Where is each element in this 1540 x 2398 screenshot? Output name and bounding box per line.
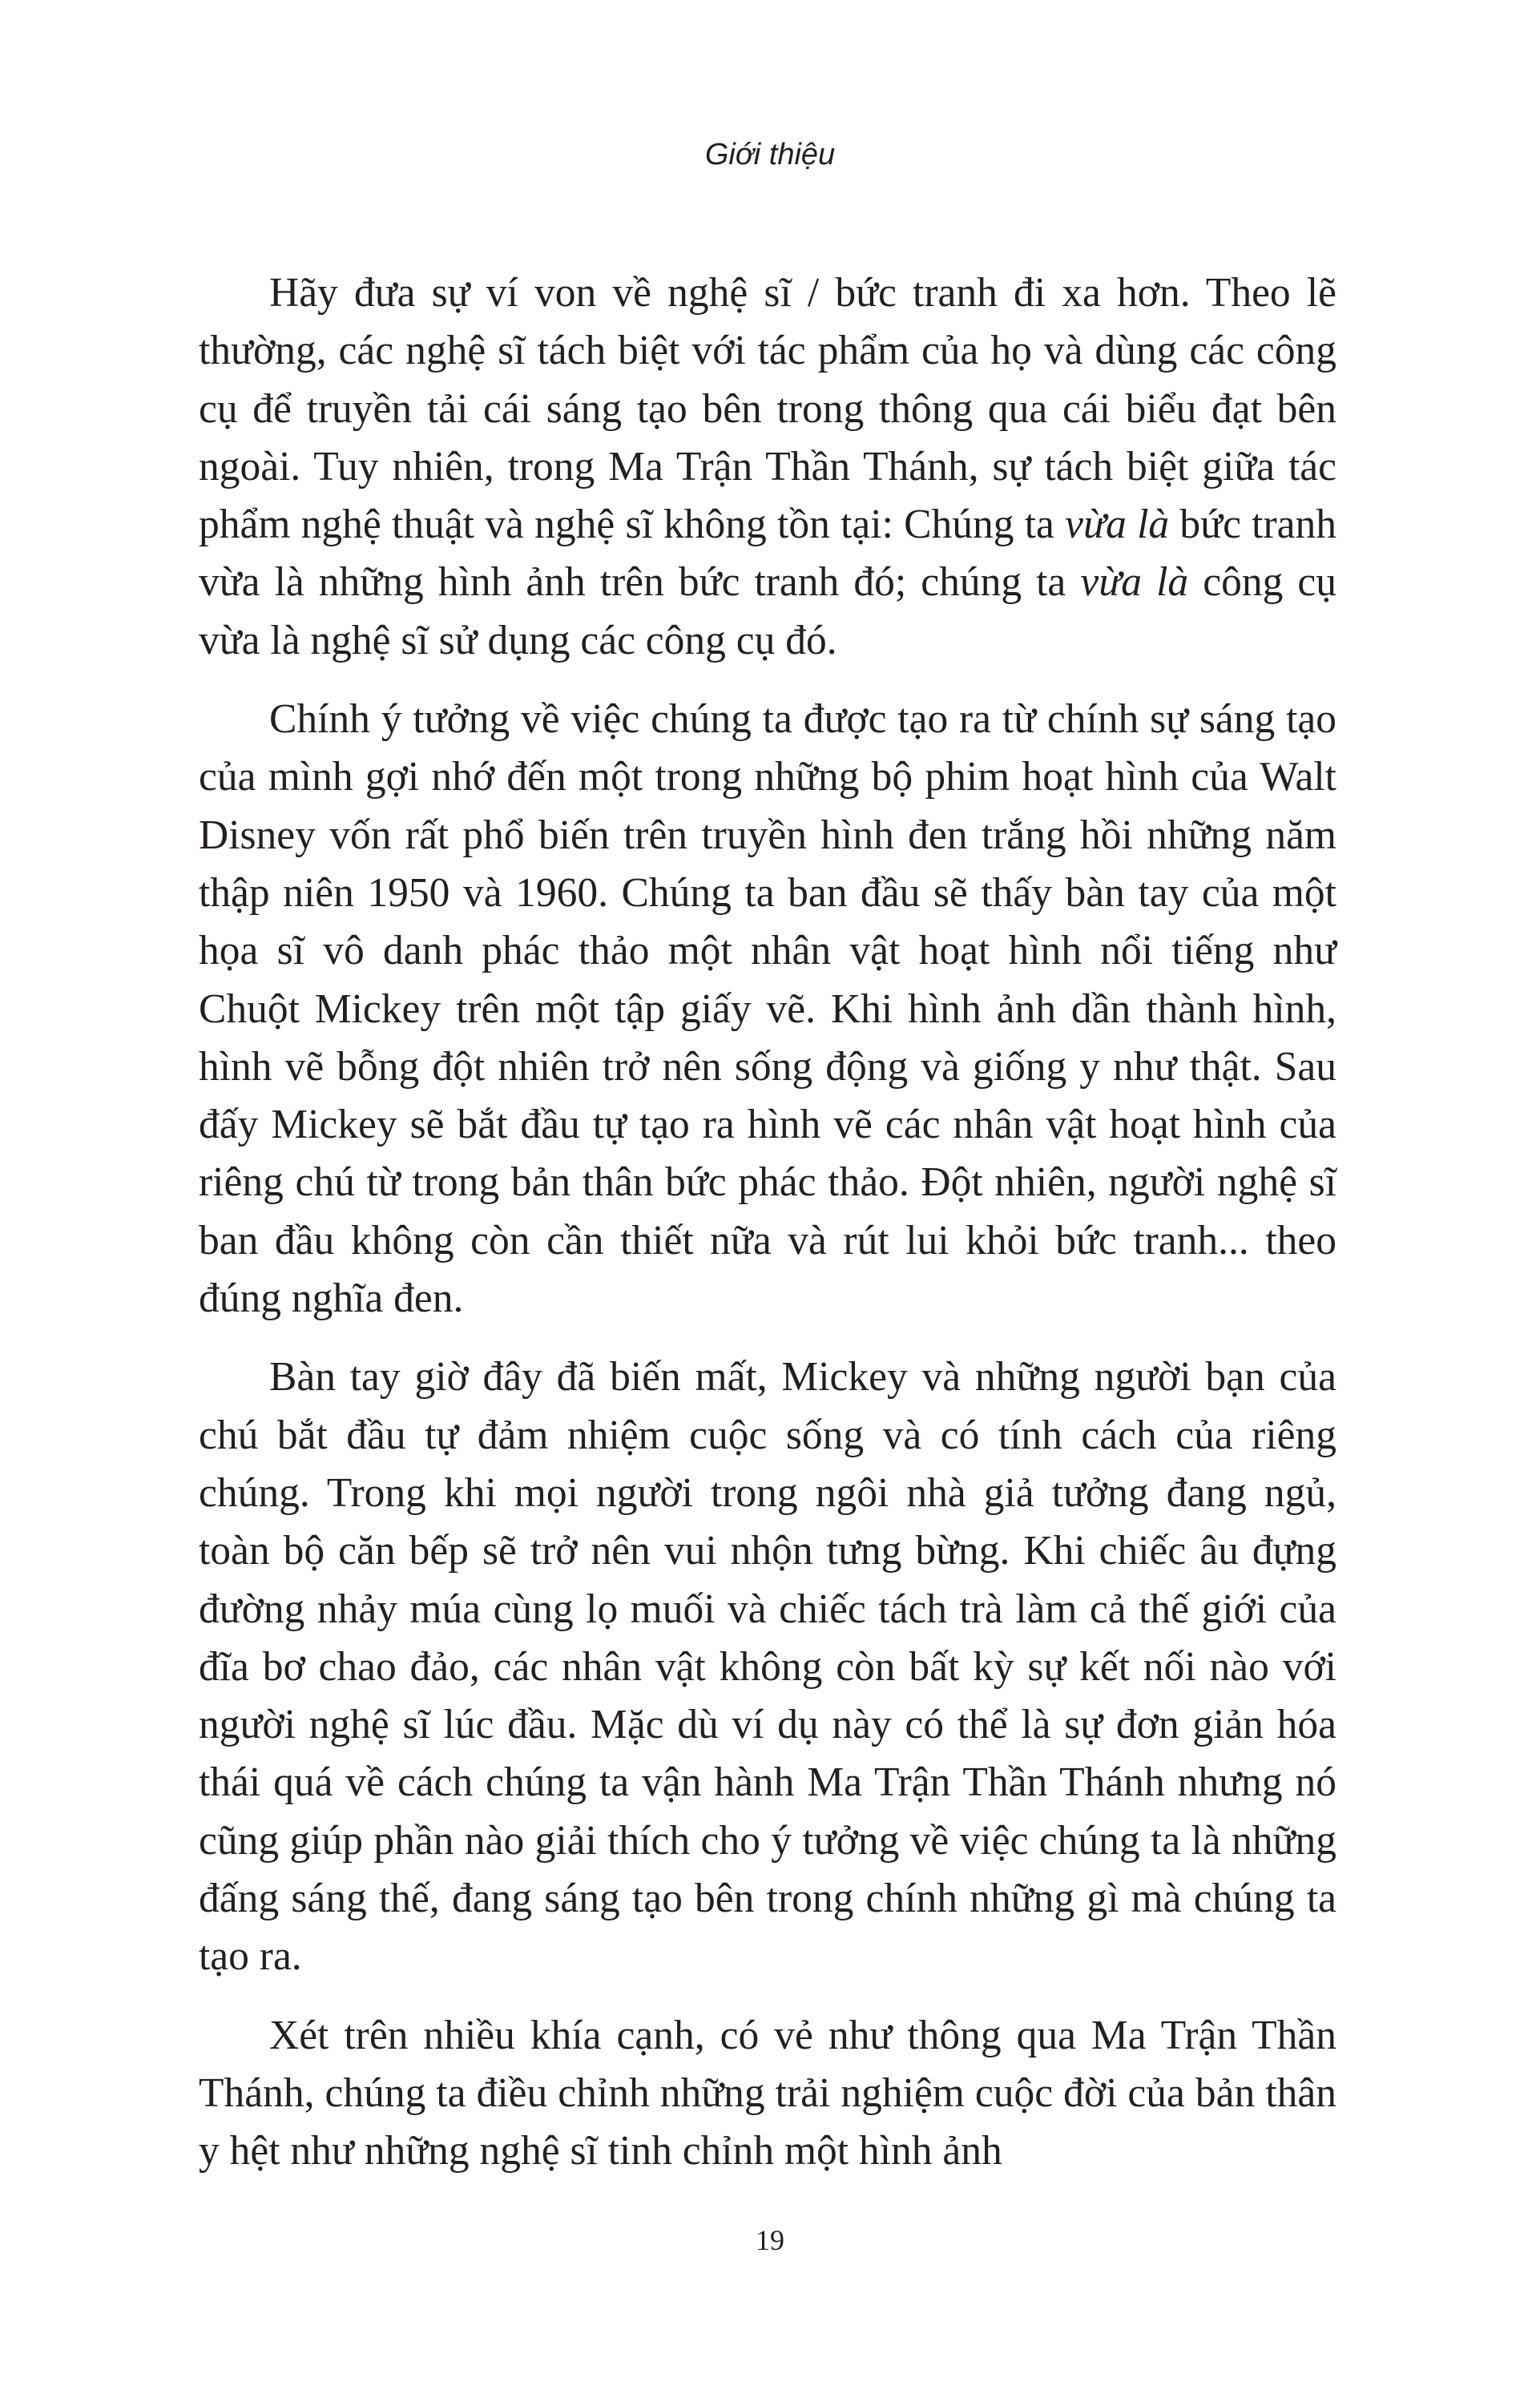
emphasis-text: vừa là	[1065, 502, 1170, 548]
paragraph-text: bức tranh vừa là những hình ảnh trên bức tranh đó; chúng ta	[199, 502, 1336, 606]
emphasis-text: vừa là	[1080, 559, 1189, 606]
paragraph-text: công cụ vừa là nghệ sĩ sử dụng các công cụ đó.	[199, 559, 1336, 663]
body-text	[199, 264, 1336, 2181]
paragraph	[199, 264, 1336, 670]
running-header: Giới thiệu	[704, 138, 836, 171]
paragraph: Chính ý tưởng về việc chúng ta được tạo ra từ chính sự sáng tạo của mình gợi nhớ đến một trong những bộ phim hoạt hình của Walt Disney vốn rất phổ biến trên truyền hình đen trắng hồi những năm thập niên 1950 và 1960. Chúng ta ban đầu sẽ thấy bàn tay của một họa sĩ vô danh phác thảo một nhân vật hoạt hình nổi tiếng như Chuột Mickey trên một tập giấy vẽ. Khi hình ảnh dần thành hình, hình vẽ bỗng đột nhiên trở nên sống động và giống y như thật. Sau đấy Mickey sẽ bắt đầu tự tạo ra hình vẽ các nhân vật hoạt hình của riêng chú từ trong bản thân bức phác thảo. Đột nhiên, người nghệ sĩ ban đầu không còn cần thiết nữa và rút lui khỏi bức tranh... theo đúng nghĩa đen.	[199, 696, 1336, 1322]
paragraph-text: Hãy đưa sự ví von về nghệ sĩ / bức tranh đi xa hơn. Theo lẽ thường, các nghệ sĩ tách biệt với tác phẩm của họ và dùng các công cụ để truyền tải cái sáng tạo bên trong thông qua cái biểu đạt bên ngoài. Tuy nhiên, trong Ma Trận Thần Thánh, sự tách biệt giữa tác phẩm nghệ thuật và nghệ sĩ không tồn tại: Chúng ta	[199, 270, 1336, 548]
paragraph: Bàn tay giờ đây đã biến mất, Mickey và những người bạn của chú bắt đầu tự đảm nhiệm cuộc sống và có tính cách của riêng chúng. Trong khi mọi người trong ngôi nhà giả tưởng đang ngủ, toàn bộ căn bếp sẽ trở nên vui nhộn tưng bừng. Khi chiếc âu đựng đường nhảy múa cùng lọ muối và chiếc tách trà làm cả thế giới của đĩa bơ chao đảo, các nhân vật không còn bất kỳ sự kết nối nào với người nghệ sĩ lúc đầu. Mặc dù ví dụ này có thể là sự đơn giản hóa thái quá về cách chúng ta vận hành Ma Trận Thần Thánh nhưng nó cũng giúp phần nào giải thích cho ý tưởng về việc chúng ta là những đấng sáng thế, đang sáng tạo bên trong chính những gì mà chúng ta tạo ra.	[199, 1354, 1336, 1980]
page-number: 19	[756, 2224, 784, 2256]
paragraph: Xét trên nhiều khía cạnh, có vẻ như thông qua Ma Trận Thần Thánh, chúng ta điều chỉnh những trải nghiệm cuộc đời của bản thân y hệt như những nghệ sĩ tinh chỉnh một hình ảnh	[199, 2012, 1336, 2174]
